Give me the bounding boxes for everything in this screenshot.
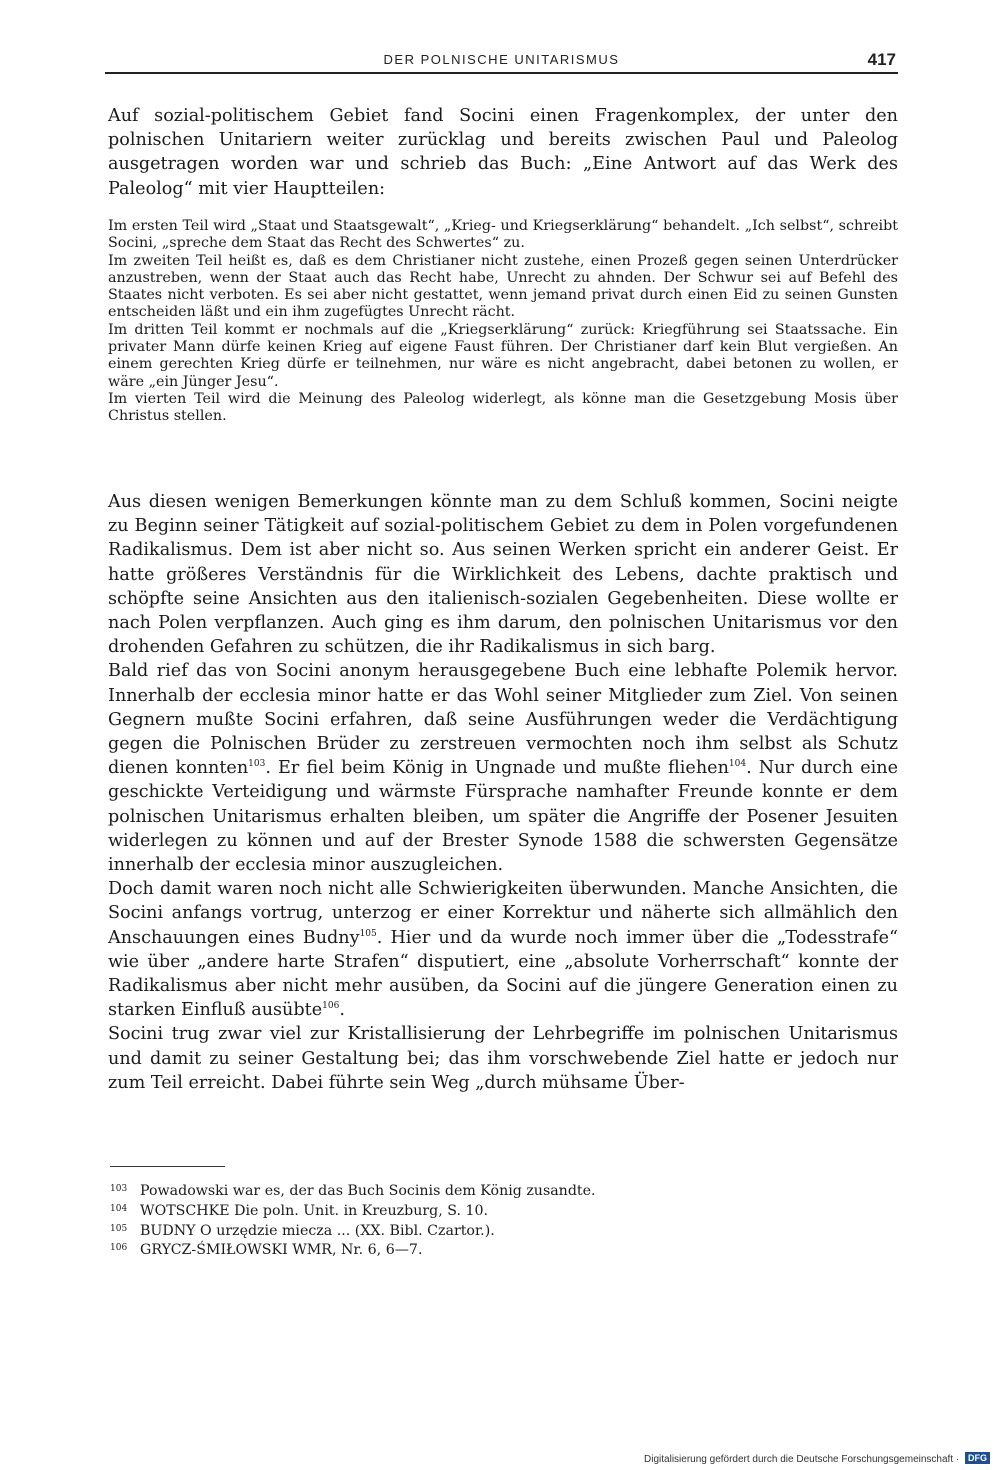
dfg-logo: DFG xyxy=(965,1452,990,1464)
running-header xyxy=(105,50,898,72)
footnote-106 xyxy=(110,1240,810,1260)
paragraph-2 xyxy=(108,659,898,877)
paragraph-3-part-b: . Hier und da wurde noch immer über die „Todesstrafe“ wie über „andere harte Strafen“ disputiert, eine „absolute Vorherrschaft“ konnte der Radikalismus aber nicht mehr ausüben, da Socini auf die jüngere Generation einen zu starken Einfluß ausübte xyxy=(108,927,899,1021)
quote-part-3: Im dritten Teil kommt er nochmals auf die „Kriegserklärung“ zurück: Kriegführung sei Staatssache. Ein privater Mann dürfe keinen Krieg auf eigene Faust führen. Der Christianer darf kein Blut vergießen. An einem gerechten Krieg dürfe er teilnehmen, nur wäre es nicht angebracht, dabei betonen zu wollen, er wäre „ein Jünger Jesu“. xyxy=(108,321,898,390)
footnote-text: WOTSCHKE Die poln. Unit. in Kreuzburg, S. 10. xyxy=(140,1202,489,1219)
main-text xyxy=(108,490,898,1095)
credit-separator: · xyxy=(953,1454,962,1465)
page-number: 417 xyxy=(867,50,896,69)
quote-block xyxy=(108,218,898,426)
quote-part-1: Im ersten Teil wird „Staat und Staatsgewalt“, „Krieg- und Kriegserklärung“ behandelt. „Ich selbst“, schreibt Socini, „spreche dem Staat das Recht des Schwertes“ zu. xyxy=(108,218,898,252)
footnote-number: 105 xyxy=(110,1223,128,1234)
footnote-105 xyxy=(110,1221,810,1241)
footnote-text: Powadowski war es, der das Buch Socinis dem König zusandte. xyxy=(140,1183,596,1199)
paragraph-3 xyxy=(108,877,898,1022)
footnotes xyxy=(110,1181,810,1260)
paragraph-2-part-a: Bald rief das von Socini anonym herausgegebene Buch eine lebhafte Polemik hervor. Innerhalb der ecclesia minor hatte er das Wohl seiner Mitglieder zum Ziel. Von seinen Gegnern mußte Socini erfahren, daß seine Ausführungen weder die Verdächtigung gegen die Polnischen Brüder zu zerstreuen vermochten noch ihm selbst als Schutz dienen konnten xyxy=(108,661,898,779)
paragraph-2-part-c: . Nur durch eine geschickte Verteidigung und wärmste Fürsprache namhafter Freunde konnte er dem polnischen Unitarismus erhalten bleiben, um später die Angriffe der Posener Jesuiten widerlegen zu können und auf der Brester Synode 1588 die schwersten Gegensätze innerhalb der ecclesia minor auszugleichen. xyxy=(108,758,898,876)
footnote-104 xyxy=(110,1201,810,1221)
footnote-text: GRYCZ-ŚMIŁOWSKI WMR, Nr. 6, 6—7. xyxy=(140,1242,423,1259)
footnote-text: BUDNY O urzędzie miecza ... (XX. Bibl. Czartor.). xyxy=(140,1222,495,1239)
running-title: DER POLNISCHE UNITARISMUS xyxy=(383,52,620,67)
footnote-number: 106 xyxy=(110,1243,128,1254)
paragraph-3-part-c: . xyxy=(339,1000,345,1021)
footnote-103 xyxy=(110,1181,810,1201)
quote-part-2: Im zweiten Teil heißt es, daß es dem Christianer nicht zustehe, einen Prozeß gegen seinen Unterdrücker anzustreben, wenn der Staat auch das Recht habe, Unrecht zu ahnden. Der Schwur sei auf Befehl des Staates nicht verboten. Es sei aber nicht gestattet, wenn jemand privat durch einen Eid zu seinen Gunsten entscheiden läßt und ein ihm zugefügtes Unrecht rächt. xyxy=(108,252,898,321)
footnote-rule xyxy=(110,1166,225,1167)
footnote-ref-103[interactable]: 103 xyxy=(248,759,266,770)
quote-part-4: Im vierten Teil wird die Meinung des Paleolog widerlegt, als könne man die Gesetzgebung Mosis über Christus stellen. xyxy=(108,390,898,425)
paragraph-2-part-b: . Er fiel beim König in Ungnade und mußte fliehen xyxy=(265,758,729,779)
footnote-ref-105[interactable]: 105 xyxy=(359,928,377,939)
paragraph-3-part-a: Doch damit waren noch nicht alle Schwierigkeiten überwunden. Manche Ansichten, die Socini anfangs vortrug, unterzog er einer Korrektur und näherte sich allmählich den Anschauungen eines Budny xyxy=(108,879,898,948)
footnote-ref-106[interactable]: 106 xyxy=(322,1001,340,1012)
paragraph-4: Socini trug zwar viel zur Kristallisierung der Lehrbegriffe im polnischen Unitarismus und damit zu seiner Gestaltung bei; das ihm vorschwebende Ziel hatte er jedoch nur zum Teil erreicht. Dabei führte sein Weg „durch mühsame Über- xyxy=(108,1024,898,1093)
intro-text: Auf sozial-politischem Gebiet fand Socini einen Fragenkomplex, der unter den polnischen Unitariern weiter zurücklag und bereits zwischen Paul und Paleolog ausgetragen worden war und schrieb das Buch: „Eine Antwort auf das Werk des Paleolog“ mit vier Hauptteilen: xyxy=(108,106,898,199)
footnote-ref-104[interactable]: 104 xyxy=(728,759,747,770)
digitization-credit xyxy=(644,1452,990,1465)
intro-paragraph xyxy=(108,104,898,201)
header-rule xyxy=(105,72,898,74)
credit-text: Digitalisierung gefördert durch die Deutsche Forschungsgemeinschaft xyxy=(644,1454,954,1465)
paragraph-1: Aus diesen wenigen Bemerkungen könnte man zu dem Schluß kommen, Socini neigte zu Beginn seiner Tätigkeit auf sozial-politischem Gebiet zu dem in Polen vorgefundenen Radikalismus. Dem ist aber nicht so. Aus seinen Werken spricht ein anderer Geist. Er hatte größeres Verständnis für die Wirklichkeit des Lebens, dachte praktisch und schöpfte seine Ansichten aus den italienisch-sozialen Gegebenheiten. Diese wollte er nach Polen verpflanzen. Auch ging es ihm darum, den polnischen Unitarismus vor den drohenden Gefahren zu schützen, die ihr Radikalismus in sich barg. xyxy=(108,492,898,658)
footnote-number: 104 xyxy=(110,1203,128,1214)
footnote-number: 103 xyxy=(110,1184,128,1194)
